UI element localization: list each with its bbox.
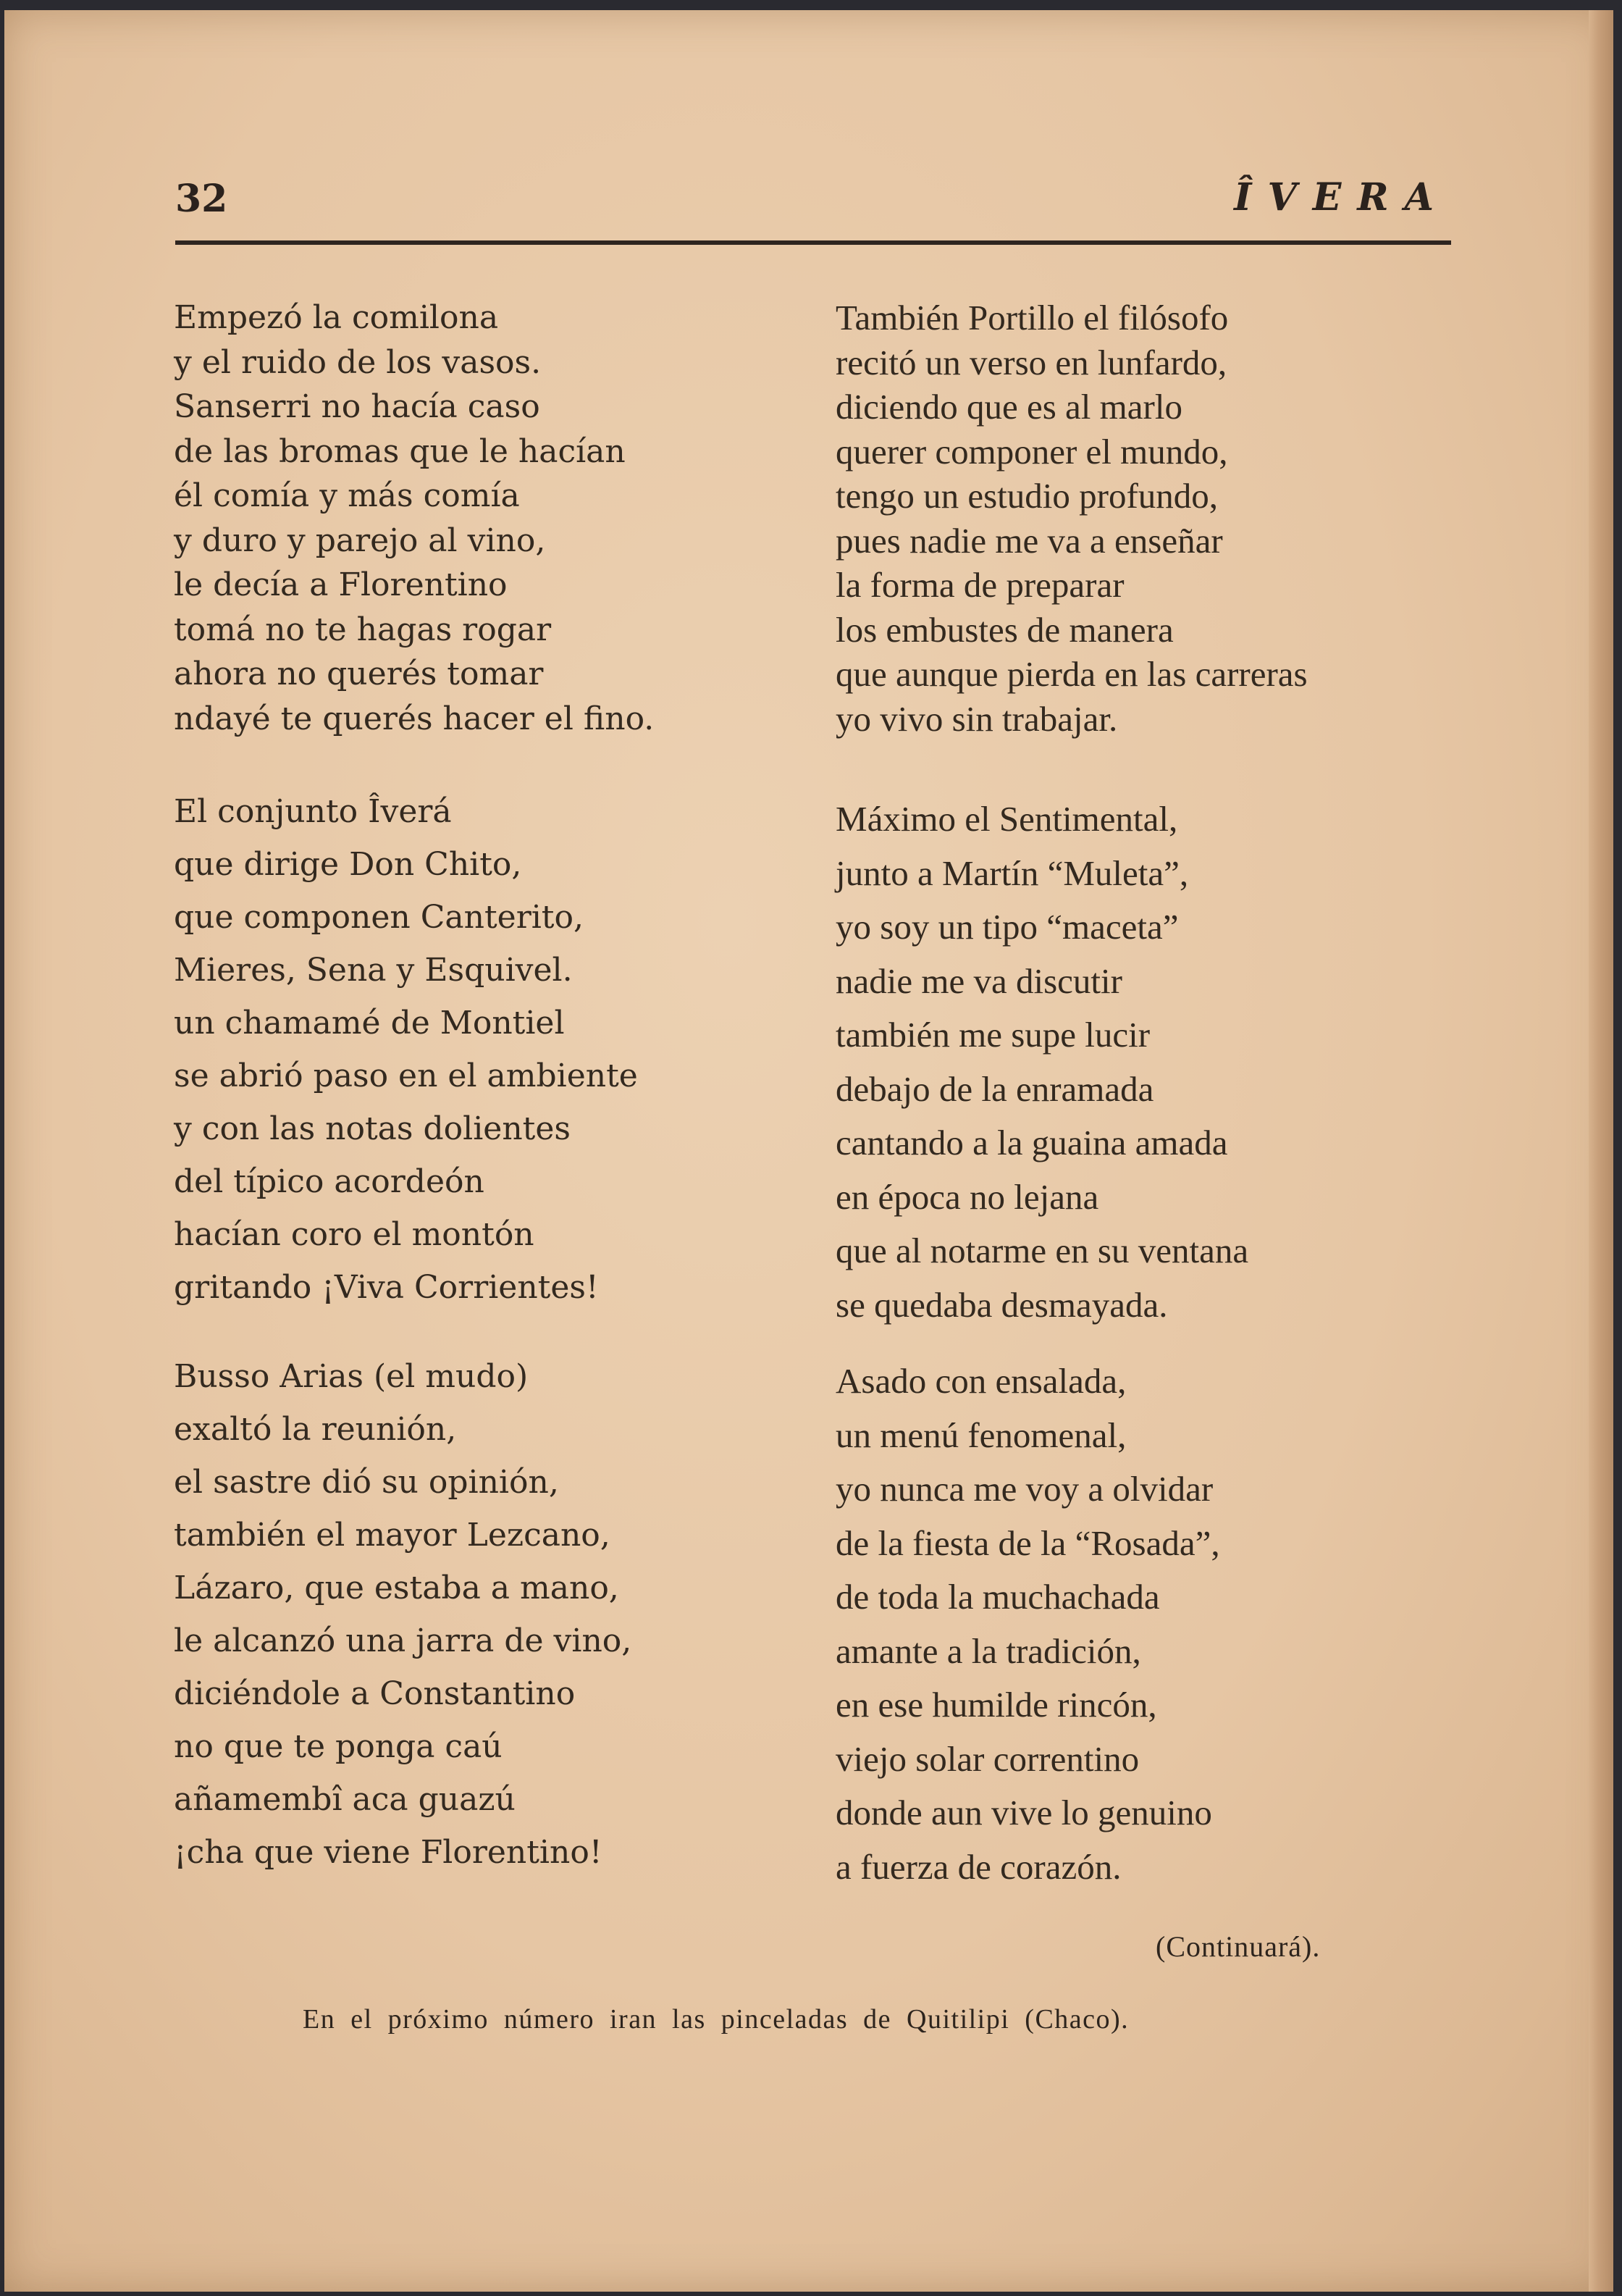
verse-line: Sanserri no hacía caso [174, 388, 540, 425]
page-edge [1589, 10, 1613, 2292]
verse-line: un menú fenomenal, [836, 1415, 1127, 1455]
verse-line: también el mayor Lezcano, [174, 1517, 610, 1554]
verse-line: También Portillo el filósofo [836, 298, 1229, 338]
footer-note: En el próximo número iran las pinceladas de Quitilipi (Chaco). [303, 2004, 1130, 2035]
verse-line: hacían coro el montón [174, 1216, 534, 1253]
verse-line: tomá no te hagas rogar [174, 611, 552, 648]
verse-line: los embustes de manera [836, 609, 1174, 650]
verse-line: le decía a Florentino [174, 566, 508, 603]
verse-line: exaltó la reunión, [174, 1411, 457, 1448]
verse-line: diciéndole a Constantino [174, 1675, 576, 1712]
verse-line: donde aun vive lo genuino [836, 1793, 1212, 1832]
verse-line: Lázaro, que estaba a mano, [174, 1570, 619, 1606]
verse-line: se abrió paso en el ambiente [174, 1057, 638, 1094]
verse-line: ndayé te querés hacer el fino. [174, 700, 655, 737]
verse-line: que aunque pierda en las carreras [836, 654, 1308, 694]
header-rule [175, 240, 1451, 245]
continuation-note: (Continuará). [1156, 1930, 1321, 1963]
verse-line: también me supe lucir [836, 1015, 1151, 1055]
verse-line: nadie me va discutir [836, 960, 1122, 1001]
verse-line: que componen Canterito, [174, 899, 584, 936]
verse-line: le alcanzó una jarra de vino, [174, 1622, 632, 1659]
verse-line: de las bromas que le hacían [174, 432, 626, 470]
verse-line: en ese humilde rincón, [836, 1685, 1157, 1725]
verse-line: gritando ¡Viva Corrientes! [174, 1269, 599, 1306]
verse-line: un chamamé de Montiel [174, 1005, 565, 1042]
book-page [4, 10, 1613, 2292]
verse-line: querer componer el mundo, [836, 431, 1228, 472]
verse-line: debajo de la enramada [836, 1068, 1154, 1109]
right-stanza-3 [836, 1354, 1220, 1894]
verse-line: y el ruido de los vasos. [174, 343, 542, 381]
verse-line: que dirige Don Chito, [174, 846, 522, 883]
verse-line: añamembî aca guazú [174, 1781, 516, 1818]
verse-line: y duro y parejo al vino, [174, 521, 546, 559]
left-stanza-1 [174, 296, 654, 741]
page-number: 32 [175, 177, 228, 221]
verse-line: tengo un estudio profundo, [836, 476, 1219, 516]
verse-line: Mieres, Sena y Esquivel. [174, 952, 573, 989]
verse-line: y con las notas dolientes [174, 1110, 571, 1147]
verse-line: yo nunca me voy a olvidar [836, 1469, 1214, 1509]
verse-line: que al notarme en su ventana [836, 1231, 1249, 1270]
verse-line: no que te ponga caú [174, 1728, 503, 1765]
left-stanza-2 [174, 785, 638, 1314]
verse-line: del típico acordeón [174, 1163, 484, 1200]
verse-line: Máximo el Sentimental, [836, 799, 1178, 839]
verse-line: recitó un verso en lunfardo, [836, 342, 1227, 382]
verse-line: yo vivo sin trabajar. [836, 698, 1118, 739]
verse-line: pues nadie me va a enseñar [836, 520, 1223, 561]
verse-line: Busso Arias (el mudo) [174, 1358, 529, 1395]
verse-line: amante a la tradición, [836, 1630, 1141, 1671]
running-title: ÎVERA [1234, 175, 1450, 219]
verse-line: el sastre dió su opinión, [174, 1464, 559, 1501]
verse-line: a fuerza de corazón. [836, 1846, 1122, 1887]
verse-line: de toda la muchachada [836, 1577, 1160, 1617]
right-stanza-2 [836, 792, 1248, 1332]
verse-line: él comía y más comía [174, 477, 520, 514]
right-stanza-1 [836, 296, 1308, 741]
verse-line: de la fiesta de la “Rosada”, [836, 1522, 1220, 1563]
verse-line: en época no lejana [836, 1176, 1099, 1217]
verse-line: ¡cha que viene Florentino! [174, 1834, 602, 1871]
verse-line: Empezó la comilona [174, 299, 499, 336]
verse-line: diciendo que es al marlo [836, 387, 1182, 427]
left-stanza-3 [174, 1350, 631, 1879]
verse-line: viejo solar correntino [836, 1738, 1140, 1779]
verse-line: yo soy un tipo “maceta” [836, 907, 1179, 947]
verse-line: El conjunto Îverá [174, 793, 452, 830]
verse-line: junto a Martín “Muleta”, [836, 852, 1189, 893]
verse-line: se quedaba desmayada. [836, 1284, 1168, 1325]
verse-line: Asado con ensalada, [836, 1361, 1127, 1401]
verse-line: ahora no querés tomar [174, 655, 544, 692]
verse-line: cantando a la guaina amada [836, 1123, 1228, 1162]
verse-line: la forma de preparar [836, 565, 1125, 605]
